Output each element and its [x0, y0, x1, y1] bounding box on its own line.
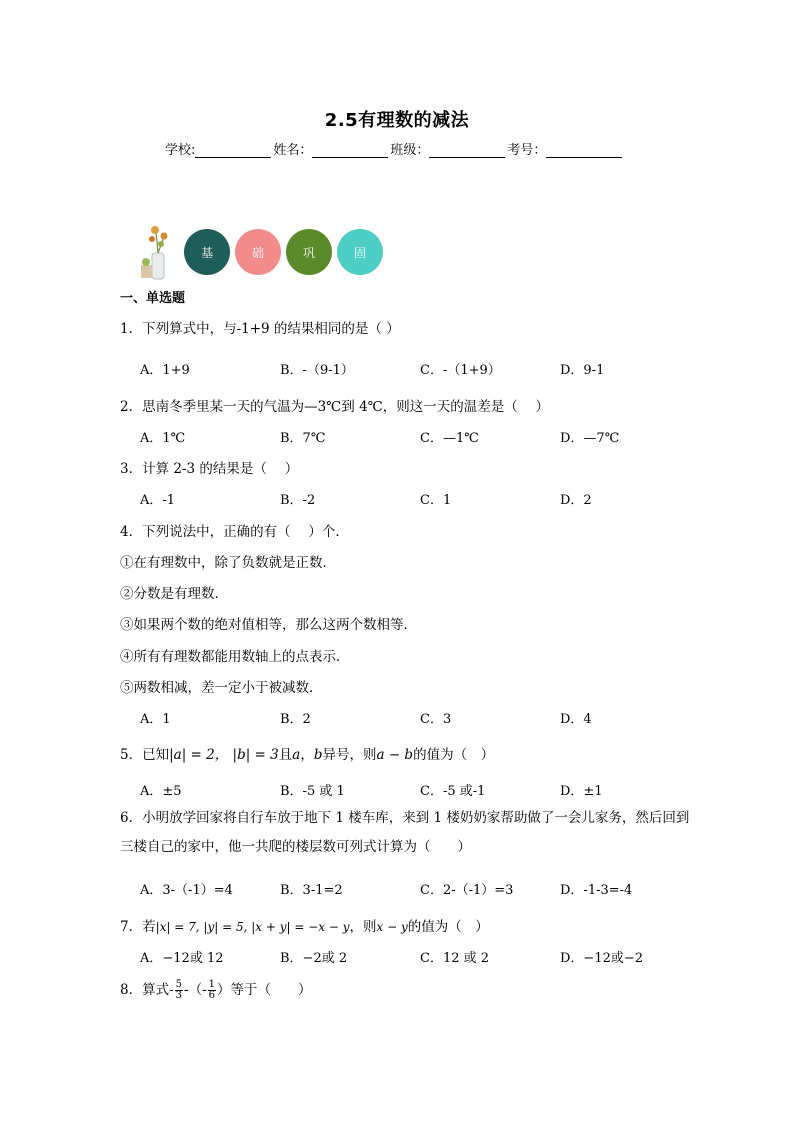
class-label: 班级： — [390, 143, 430, 158]
q5-abs-a: |a| = 2， — [169, 747, 229, 763]
option-d: D．4 — [560, 712, 592, 727]
statement-1: ①在有理数中，除了负数就是正数． — [120, 555, 336, 571]
option-a: A．3-（-1）=4 — [140, 883, 233, 898]
name-label: 姓名： — [273, 143, 313, 158]
class-blank — [429, 143, 505, 158]
fraction-denominator: 6 — [208, 990, 216, 1001]
option-b: B．−2或 2 — [280, 951, 348, 966]
q5-var-a: a — [292, 747, 301, 763]
fraction-numerator: 5 — [175, 979, 183, 990]
section-heading: 一、单选题 — [120, 291, 186, 306]
q7-mid: ，则 — [349, 919, 377, 935]
option-a: A．−12或 12 — [140, 951, 224, 966]
question-6-stem: 6．小明放学回家将自行车放于地下 1 楼车库，来到 1 楼奶奶家帮助做了一会儿家务，然后回到三楼自己的家中，他一共爬的楼层数可列式计算为（ ） — [120, 810, 690, 855]
number-label: 考号： — [507, 143, 547, 158]
banner-circle-3: 巩 — [286, 229, 332, 275]
question-1-options — [140, 359, 700, 378]
banner-circle-1: 基 — [184, 229, 230, 275]
question-4-options — [140, 708, 700, 727]
q5-suffix: 的值为（ ） — [413, 747, 495, 763]
statement-2: ②分数是有理数． — [120, 586, 228, 602]
option-d: D．—7℃ — [560, 431, 620, 446]
option-a: A．±5 — [140, 784, 182, 799]
question-8-stem — [120, 978, 312, 1001]
option-a: A．-1 — [140, 493, 176, 508]
q5-mid: 且 — [278, 747, 293, 763]
q8-prefix: 8．算式- — [120, 982, 174, 998]
option-c: C．-5 或-1 — [420, 784, 486, 799]
option-b: B．-（9-1） — [280, 363, 354, 378]
question-5-options — [140, 780, 700, 799]
question-5-stem — [120, 743, 494, 763]
section-banner — [138, 228, 388, 276]
q5-comma: ， — [300, 747, 314, 763]
option-a: A．1 — [140, 712, 171, 727]
number-blank — [546, 143, 622, 158]
q7-suffix: 的值为（ ） — [407, 919, 489, 935]
school-label: 学校: — [165, 143, 196, 158]
question-2-stem: 2．思南冬季里某一天的气温为—3℃到 4℃，则这一天的温差是（ ） — [120, 399, 550, 415]
question-2-options — [140, 427, 700, 446]
school-blank — [195, 143, 271, 158]
option-a: A．1+9 — [140, 363, 190, 378]
page-title: 2.5有理数的减法 — [324, 110, 470, 131]
q8-mid: -（- — [184, 982, 207, 998]
option-c: C．2-（-1）=3 — [420, 883, 514, 898]
option-d: D．−12或−2 — [560, 951, 644, 966]
option-b: B．2 — [280, 712, 311, 727]
question-7-stem — [120, 915, 489, 935]
name-blank — [312, 143, 388, 158]
option-b: B．-5 或 1 — [280, 784, 345, 799]
fraction-numerator: 1 — [208, 979, 216, 990]
banner-circle-4: 固 — [337, 229, 383, 275]
option-d: D．±1 — [560, 784, 603, 799]
option-b: B．7℃ — [280, 431, 326, 446]
q8-fraction-1 — [175, 980, 183, 1001]
q8-fraction-2 — [208, 980, 216, 1001]
statement-4: ④所有有理数都能用数轴上的点表示． — [120, 649, 350, 665]
q7-prefix: 7．若 — [120, 919, 156, 935]
question-4-stem: 4．下列说法中，正确的有（ ）个． — [120, 524, 349, 540]
option-b: B．-2 — [280, 493, 316, 508]
banner-circle-2: 础 — [235, 229, 281, 275]
question-1-stem: 1．下列算式中，与-1+9 的结果相同的是（ ） — [120, 321, 400, 337]
statement-3: ③如果两个数的绝对值相等，那么这两个数相等． — [120, 617, 417, 633]
q7-condition: |x| = 7, |y| = 5, |x + y| = −x − y — [155, 920, 350, 934]
q7-expr: x − y — [376, 920, 408, 934]
fraction-denominator: 3 — [175, 990, 183, 1001]
question-6-options — [140, 879, 700, 898]
q5-mid2: 异号，则 — [322, 747, 377, 763]
q5-abs-b: |b| = 3 — [232, 747, 279, 763]
question-7-options — [140, 947, 700, 966]
option-d: D．2 — [560, 493, 592, 508]
option-a: A．1℃ — [140, 431, 186, 446]
question-3-stem: 3．计算 2-3 的结果是（ ） — [120, 461, 299, 477]
option-d: D．9-1 — [560, 363, 605, 378]
option-c: C．12 或 2 — [420, 951, 490, 966]
option-c: C．-（1+9） — [420, 363, 501, 378]
question-3-options — [140, 489, 700, 508]
q8-suffix: ）等于（ ） — [217, 982, 312, 998]
q5-var-b: b — [313, 747, 323, 763]
option-c: C．3 — [420, 712, 452, 727]
option-d: D．-1-3=-4 — [560, 883, 633, 898]
option-c: C．—1℃ — [420, 431, 479, 446]
plant-vase-icon — [138, 223, 178, 281]
q5-prefix: 5．已知 — [120, 747, 170, 763]
q5-expr: a − b — [376, 747, 414, 763]
statement-5: ⑤两数相减，差一定小于被减数． — [120, 680, 323, 696]
option-b: B．3-1=2 — [280, 883, 343, 898]
option-c: C．1 — [420, 493, 452, 508]
student-info-line — [165, 139, 624, 158]
